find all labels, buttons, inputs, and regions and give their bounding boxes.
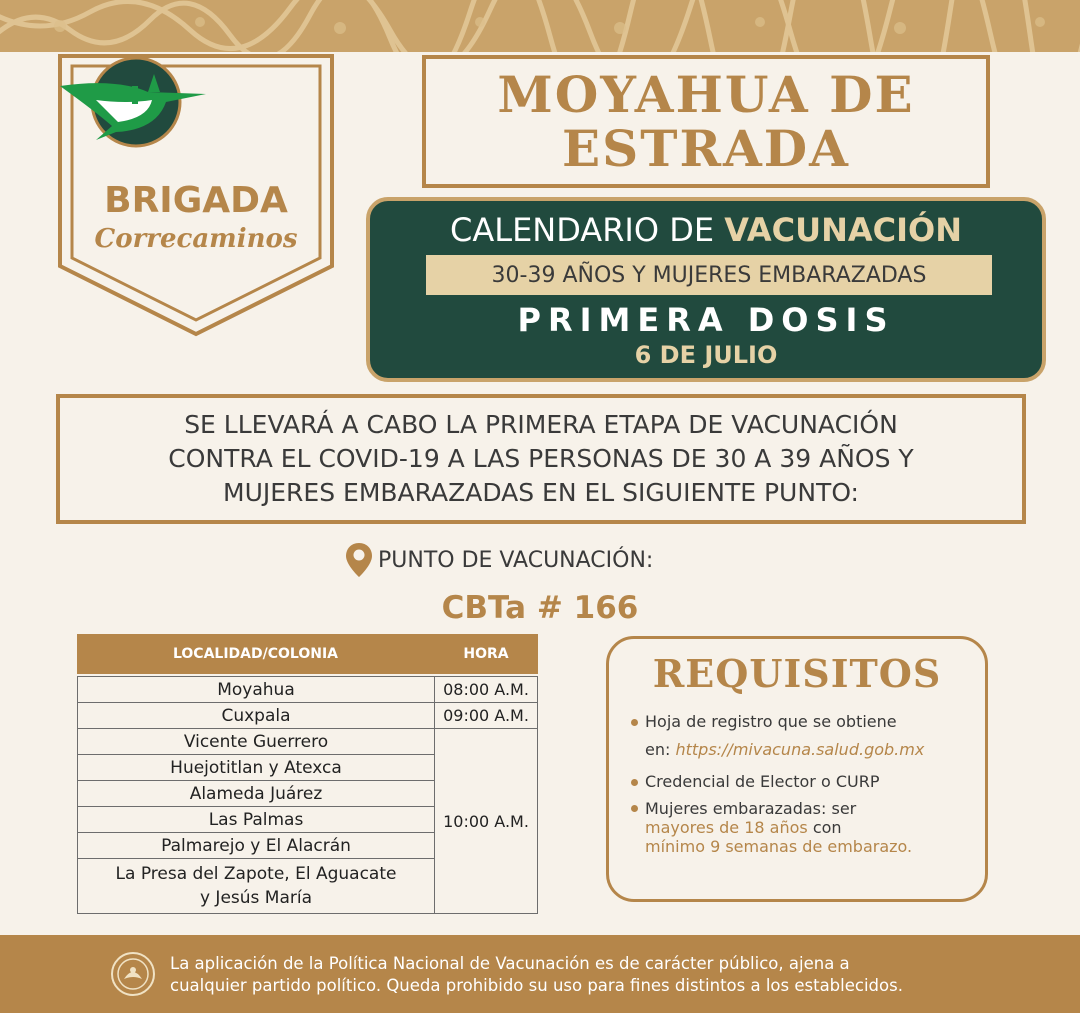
requirements-title: REQUISITOS	[652, 651, 942, 696]
table-row: Moyahua	[78, 677, 435, 703]
requirements-box	[606, 636, 988, 902]
calendar-dose: PRIMERA DOSIS	[517, 301, 895, 339]
decorative-pattern-band	[0, 0, 1080, 52]
municipality-title-line1: MOYAHUA DE	[497, 64, 915, 124]
table-header	[77, 634, 538, 674]
requirement-text: Mujeres embarazadas: ser	[645, 799, 857, 818]
requirement-text: Credencial de Elector o CURP	[645, 772, 880, 791]
bullet-icon	[631, 805, 638, 812]
table-row: Huejotitlan y Atexca	[78, 755, 435, 781]
requirement-age: mayores de 18 años	[645, 818, 808, 837]
table-row: Vicente Guerrero	[78, 729, 435, 755]
announcement-line: CONTRA EL COVID-19 A LAS PERSONAS DE 30 A 39 AÑOS Y	[168, 444, 914, 473]
brigada-title: BRIGADA	[104, 180, 288, 221]
table-row-line: La Presa del Zapote, El Aguacate	[115, 864, 397, 884]
calendar-title-accent: VACUNACIÓN	[724, 211, 962, 249]
municipality-title-box	[422, 55, 990, 188]
table-row-line: y Jesús María	[199, 888, 313, 908]
table-body	[77, 676, 538, 914]
municipality-title-line2: ESTRADA	[562, 118, 850, 178]
requirement-text: Hoja de registro que se obtiene	[645, 712, 897, 731]
calendar-title	[370, 211, 1042, 249]
footer-line: cualquier partido político. Queda prohibido su uso para fines distintos a los establecidos.	[170, 976, 903, 995]
calendar-subtitle: 30-39 AÑOS Y MUJERES EMBARAZADAS	[426, 255, 992, 295]
schedule-table	[77, 634, 538, 914]
table-row: Alameda Juárez	[78, 781, 435, 807]
footer-disclaimer	[170, 953, 1050, 997]
brigada-badge	[56, 52, 336, 338]
table-row	[78, 859, 435, 913]
vaccination-point	[344, 540, 653, 580]
location-pin-icon	[344, 541, 374, 579]
vaccination-point-label: PUNTO DE VACUNACIÓN:	[378, 547, 654, 573]
requirement-item	[645, 709, 975, 763]
hour-cell: 09:00 A.M.	[435, 703, 537, 729]
footer-line: La aplicación de la Política Nacional de Vacunación es de carácter público, ajena a	[170, 954, 850, 973]
announcement-box	[56, 394, 1026, 524]
table-row: Cuxpala	[78, 703, 435, 729]
correcaminos-subtitle: Correcaminos	[94, 224, 298, 254]
hour-cell: 10:00 A.M.	[443, 811, 529, 831]
requirement-weeks: mínimo 9 semanas de embarazo.	[645, 837, 913, 856]
national-seal-icon	[110, 951, 156, 997]
bullet-icon	[631, 779, 638, 786]
table-row: Palmarejo y El Alacrán	[78, 833, 435, 859]
calendar-title-prefix: CALENDARIO DE	[450, 211, 725, 249]
requirement-item	[645, 769, 975, 795]
footer-band	[0, 935, 1080, 1013]
bullet-icon	[631, 719, 638, 726]
hour-cell: 08:00 A.M.	[435, 677, 537, 703]
vaccination-calendar-box	[366, 197, 1046, 382]
requirement-con: con	[807, 818, 842, 837]
column-header-hour: HORA	[463, 646, 509, 662]
requirement-text-en: en:	[645, 740, 676, 759]
mivacuna-link[interactable]: https://mivacuna.salud.gob.mx	[675, 740, 925, 759]
roadrunner-logo-icon	[56, 52, 216, 152]
announcement-line: MUJERES EMBARAZADAS EN EL SIGUIENTE PUNTO:	[223, 478, 859, 507]
announcement-line: SE LLEVARÁ A CABO LA PRIMERA ETAPA DE VACUNACIÓN	[184, 410, 898, 439]
vaccination-point-name: CBTa # 166	[441, 590, 639, 626]
table-row: Las Palmas	[78, 807, 435, 833]
column-header-locality: LOCALIDAD/COLONIA	[172, 646, 338, 662]
calendar-date: 6 DE JULIO	[634, 341, 778, 369]
requirement-item	[645, 799, 975, 856]
